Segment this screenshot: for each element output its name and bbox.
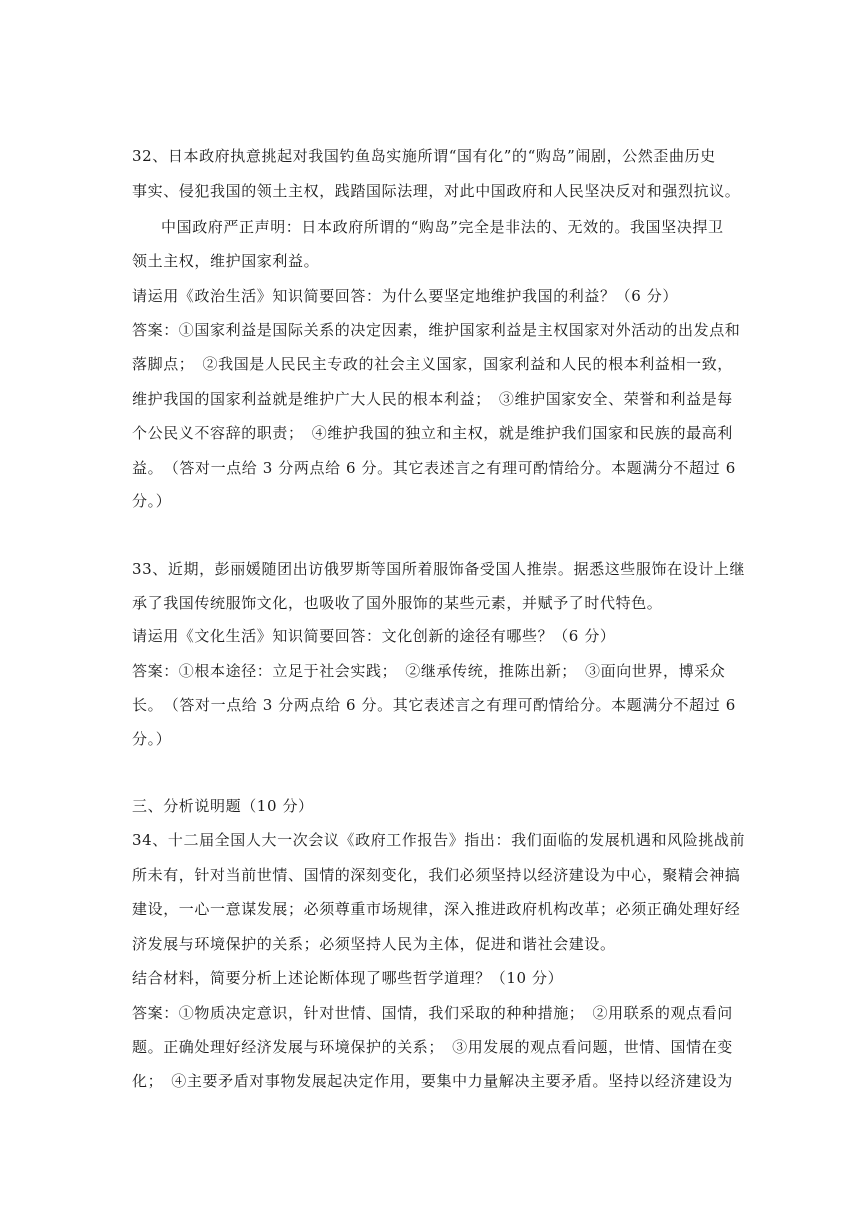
q32-answer-line: 答案：①国家利益是国际关系的决定因素，维护国家利益是主权国家对外活动的出发点和 — [132, 321, 741, 339]
q33-line: 承了我国传统服饰文化，也吸收了国外服饰的某些元素，并赋予了时代特色。 — [132, 594, 663, 612]
q32-line: 领土主权，维护国家利益。 — [132, 252, 320, 270]
q32-line: 中国政府严正声明：日本政府所谓的“购岛”完全是非法的、无效的。我国坚决捍卫 — [161, 218, 724, 236]
q32-answer-line: 个公民义不容辞的职责； ④维护我国的独立和主权，就是维护我们国家和民族的最高利 — [132, 424, 733, 442]
section-title: 三、分析说明题（10 分） — [132, 797, 314, 815]
q32-answer-line: 益。 （答对一点给 3 分两点给 6 分。其它表述言之有理可酌情给分。本题满分不超过 6 — [132, 459, 736, 477]
q33-answer-line: 答案：①根本途径：立足于社会实践； ②继承传统，推陈出新； ③面向世界，博采众 — [132, 662, 726, 680]
q32-line: 事实、侵犯我国的领土主权，践踏国际法理，对此中国政府和人民坚决反对和强烈抗议。 — [132, 182, 741, 200]
q32-line: 32、日本政府执意挑起对我国钓鱼岛实施所谓“国有化”的“购岛”闹剧，公然歪曲历史 — [132, 147, 716, 165]
q32-answer-line: 落脚点； ②我国是人民民主专政的社会主义国家，国家利益和人民的根本利益相一致， — [132, 355, 733, 373]
q34-line: 34、十二届全国人大一次会议《政府工作报告》指出：我们面临的发展机遇和风险挑战前 — [132, 831, 746, 849]
q32-answer-line: 维护我国的国家利益就是维护广大人民的根本利益； ③维护国家安全、荣誉和利益是每 — [132, 390, 733, 408]
q33-answer-line: 分。） — [132, 730, 172, 748]
q33-question: 请运用《文化生活》知识简要回答：文化创新的途径有哪些？（6 分） — [132, 627, 616, 645]
q34-line: 所未有，针对当前世情、国情的深刻变化，我们必须坚持以经济建设为中心，聚精会神搞 — [132, 866, 741, 884]
q32-answer-line: 分。） — [132, 492, 172, 510]
q32-question: 请运用《政治生活》知识简要回答：为什么要坚定地维护我国的利益？（6 分） — [132, 287, 678, 305]
q34-question: 结合材料，简要分析上述论断体现了哪些哲学道理？（10 分） — [132, 969, 564, 987]
q33-answer-line: 长。 （答对一点给 3 分两点给 6 分。其它表述言之有理可酌情给分。本题满分不超过 6 — [132, 696, 736, 714]
q33-line: 33、近期，彭丽媛随团出访俄罗斯等国所着服饰备受国人推崇。据悉这些服饰在设计上继 — [132, 560, 746, 578]
q34-answer-line: 化； ④主要矛盾对事物发展起决定作用，要集中力量解决主要矛盾。坚持以经济建设为 — [132, 1072, 733, 1090]
q34-answer-line: 答案：①物质决定意识，针对世情、国情，我们采取的种种措施； ②用联系的观点看问 — [132, 1004, 733, 1022]
q34-line: 济发展与环境保护的关系；必须坚持人民为主体，促进和谐社会建设。 — [132, 935, 616, 953]
q34-line: 建设，一心一意谋发展；必须尊重市场规律，深入推进政府机构改革；必须正确处理好经 — [132, 900, 741, 918]
q34-answer-line: 题。正确处理好经济发展与环境保护的关系； ③用发展的观点看问题，世情、国情在变 — [132, 1038, 733, 1056]
